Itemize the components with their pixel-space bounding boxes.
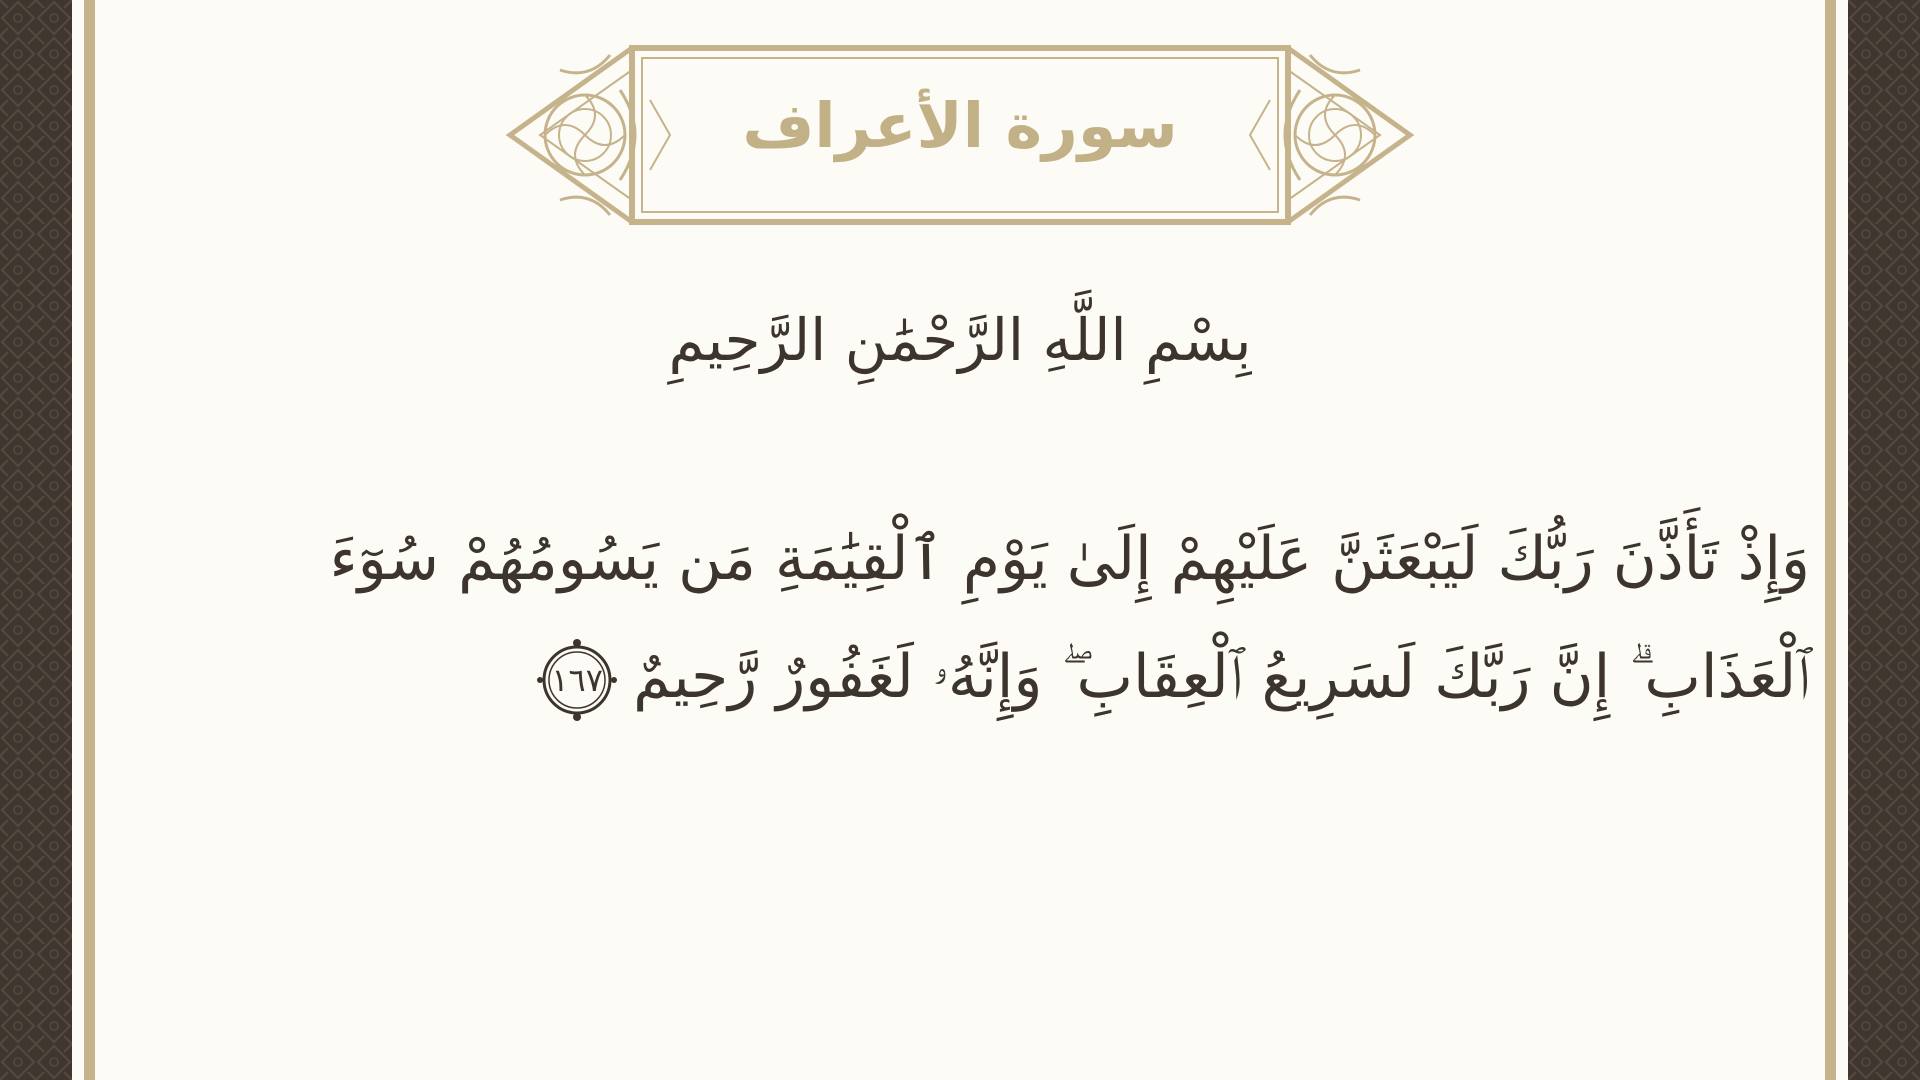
verse-text	[300, 500, 1810, 736]
right-rail	[1836, 0, 1848, 1080]
surah-title: سورة الأعراف	[742, 88, 1178, 162]
surah-header	[500, 40, 1420, 230]
verse-line-1: وَإِذْ تَأَذَّنَ رَبُّكَ لَيَبْعَثَنَّ عَلَيْهِمْ إِلَىٰ يَوْمِ ٱلْقِيَٰمَةِ مَن يَسُومُهُمْ سُوٓءَ	[329, 524, 1810, 594]
basmala: بِسْمِ اللَّهِ الرَّحْمَٰنِ الرَّحِيمِ	[668, 306, 1252, 374]
verse-line-2	[300, 618, 1810, 736]
right-gold-rail	[1825, 0, 1836, 1080]
left-gold-rail	[84, 0, 95, 1080]
ayah-end-marker	[535, 638, 619, 722]
right-decorative-panel	[1848, 0, 1920, 1080]
right-pattern-icon	[1848, 0, 1920, 1080]
left-pattern-icon	[0, 0, 72, 1080]
left-decorative-panel	[0, 0, 72, 1080]
ayah-number: ١٦٧	[551, 661, 603, 700]
left-rail	[72, 0, 84, 1080]
verse-line-2-text: ٱلْعَذَابِ ۗ إِنَّ رَبَّكَ لَسَرِيعُ ٱلْعِقَابِ ۖ وَإِنَّهُۥ لَغَفُورٌ رَّحِيمٌ	[633, 642, 1810, 712]
